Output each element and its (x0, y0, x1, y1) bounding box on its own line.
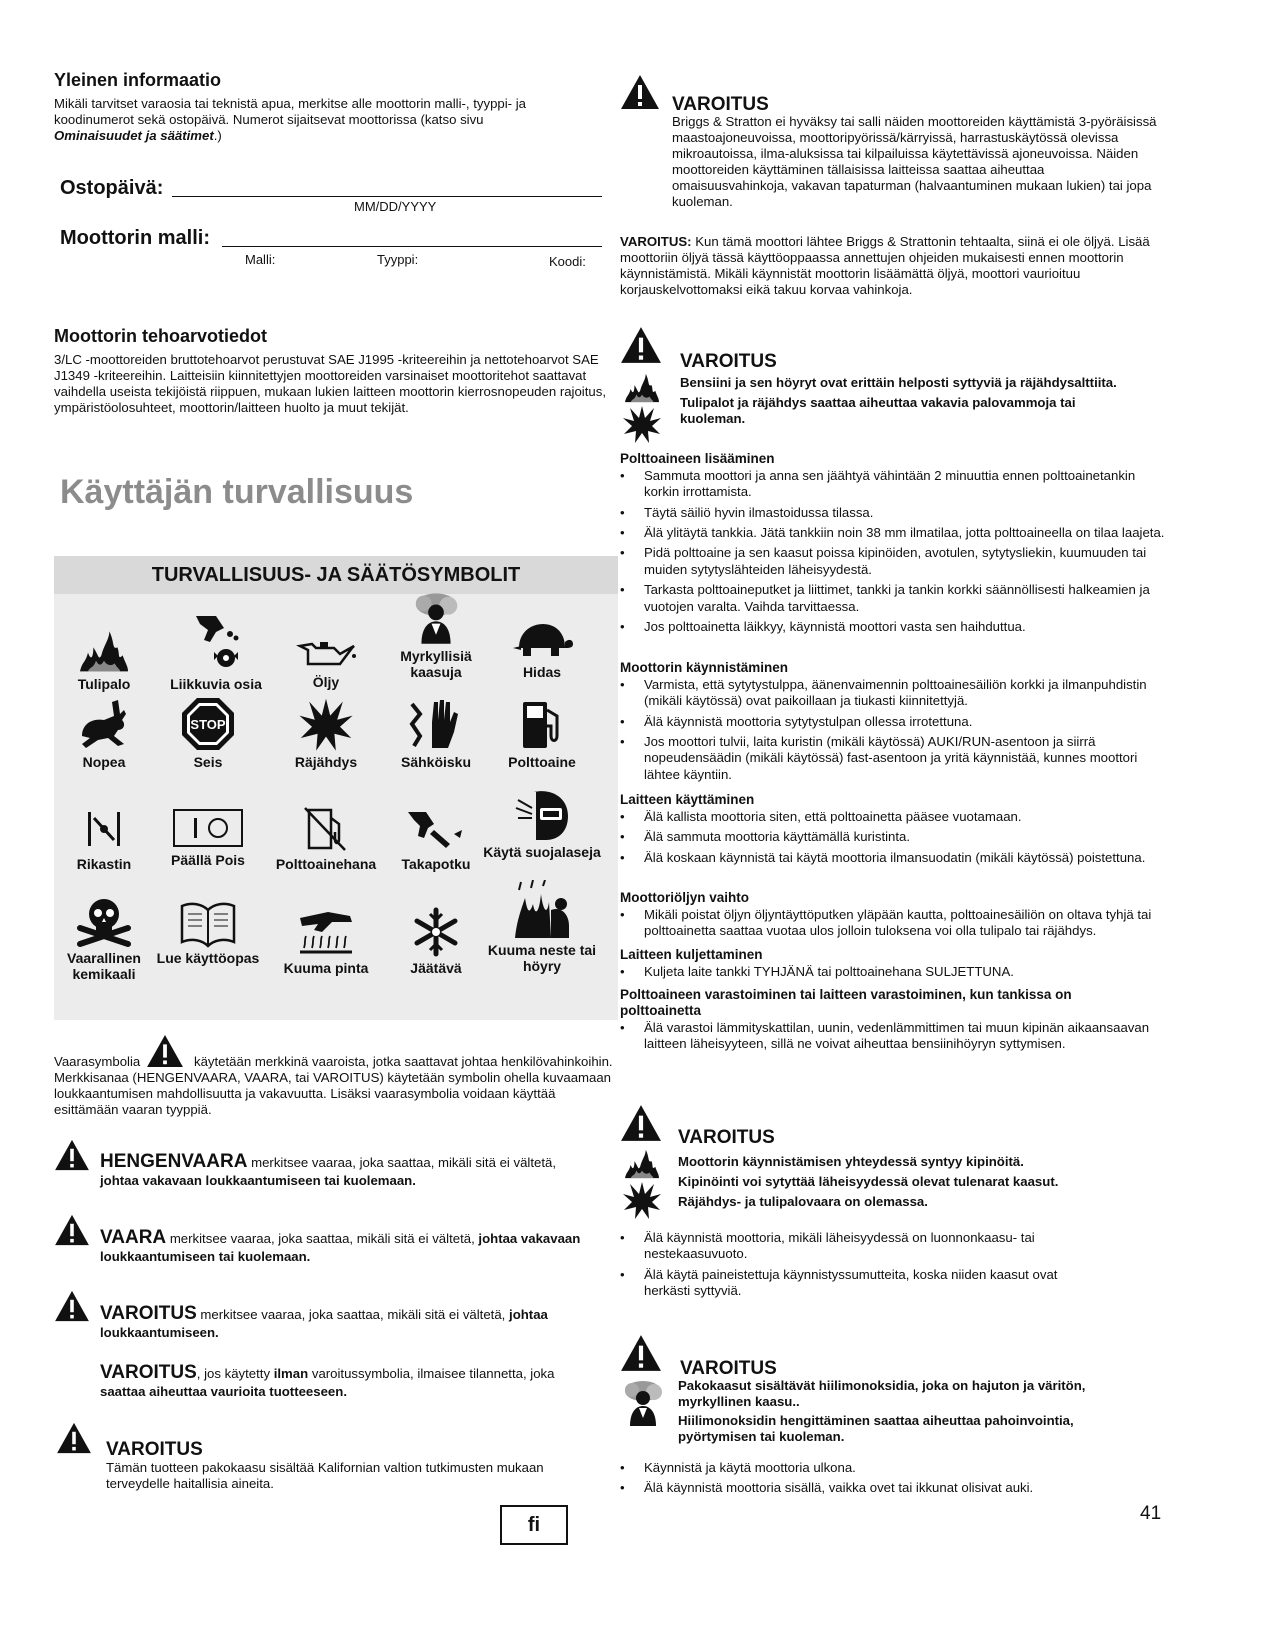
page-number: 41 (1140, 1503, 1162, 1524)
oil-can-icon (294, 628, 358, 672)
hazard-intro-text: käytetään merkkinä vaaroista, jotka saattavat johtaa henkilövahinkoihin. Merkkisanaa (HENGENVAARA, VAARA, tai VAROITUS) käytetään symbolin ohella kuvaamaan loukkaantumisen mahdollisuutta ja vakavuutta. Lisäksi vaarasymbolia voidaan käyttää esittämään vaaran tyyppiä. (54, 1054, 613, 1118)
read-manual-icon (178, 900, 238, 948)
symbol-hot-liquid: Kuuma neste tai höyry (482, 880, 602, 974)
electric-shock-icon (406, 696, 466, 752)
explosion-icon (622, 404, 662, 444)
warning-3-line-1: Moottorin käynnistämisen yhteydessä syntyy kipinöitä. (678, 1154, 1024, 1169)
warning-1-text: Briggs & Stratton ei hyväksy tai salli näiden moottoreiden käyttämistä 3-pyöräisissä maastoajoneuvoissa, moottoripyörissä/kärryissä, harrastuskäytössä olevissa mikroautoissa, ilma-aluksissa tai kilpailuissa käytettävissä ajoneuvoissa. Näiden moottoreiden käyttäminen tällaisissa laitteissa saattaa aiheuttaa omaisuusvahinkoja, vakavan tapaturman (halvaantuminen mukaan lukien) tai jopa kuoleman. (672, 114, 1157, 210)
warning-4-icon (620, 1334, 662, 1372)
storage-list (620, 1020, 1165, 1057)
signal-vaara: VAARA merkitsee vaaraa, joka saattaa, mikäli sitä ei vältetä, johtaa vakavaan loukkaantumiseen tai kuolemaan. (100, 1227, 581, 1265)
fire-icon (622, 1146, 662, 1180)
oil-warning: VAROITUS: Kun tämä moottori lähtee Briggs & Strattonin tehtaalta, siinä ei ole öljyä. Lisää moottoriin öljyä tässä käyttöoppaassa annettujen ohjeiden mukaisesti ennen moottorin käynnistämistä. Mikäli käynnistät moottorin lisäämättä öljyä, moottori vaurioituu korjauskelvottomaksi eikä takuu korvaa vahinkoja. (620, 234, 1150, 298)
california-warning-icon (56, 1422, 92, 1454)
oil-change-list (620, 907, 1165, 944)
symbols-panel (54, 556, 618, 1020)
california-warning-text: Tämän tuotteen pakokaasu sisältää Kalifornian valtion tutkimusten mukaan terveydelle haitallisia aineita. (106, 1460, 544, 1492)
warning-4-line-1: Pakokaasut sisältävät hiilimonoksidia, joka on hajuton ja väritön, myrkyllinen kaasu.. (678, 1378, 1086, 1410)
list-item: • Älä ylitäytä tankkia. Jätä tankkiin noin 38 mm ilmatilaa, jotta polttoaineella on tilaa laajeta. (620, 525, 1165, 541)
warning-3-title: VAROITUS (678, 1127, 775, 1148)
transport-heading: Laitteen kuljettaminen (620, 947, 763, 962)
list-item: • Älä kallista moottoria siten, että polttoainetta pääsee vuotamaan. (620, 809, 1165, 825)
list-item: • Älä käynnistä moottoria sytytystulpan ollessa irrotettuna. (620, 714, 1165, 730)
danger-triangle-icon (54, 1139, 90, 1171)
storage-heading: Polttoaineen varastoiminen tai laitteen varastoiminen, kun tankissa on polttoainetta (620, 987, 1072, 1019)
list-item: • Varmista, että sytytystulppa, äänenvaimennin polttoainesäiliön korkki ja ilmanpuhdistin (mikäli käytössä) ovat paikoillaan ja tiukasti kiinnitettyjä. (620, 677, 1165, 710)
signal-danger: HENGENVAARA merkitsee vaaraa, joka saattaa, mikäli sitä ei vältetä, johtaa vakavaan loukkaantumiseen tai kuolemaan. (100, 1151, 557, 1189)
list-item: • Täytä säiliö hyvin ilmastoidussa tilassa. (620, 505, 1165, 521)
list-item: • Tarkasta polttoaineputket ja liittimet, tankki ja tankin korkki säännöllisesti halkeamien ja vuotojen varalta. Vaihda tarvittaessa. (620, 582, 1165, 615)
warning-3-icon (620, 1104, 662, 1142)
california-warning-title: VAROITUS (106, 1439, 203, 1460)
list-item: • Älä käynnistä moottoria sisällä, vaikka ovet tai ikkunat olisivat auki. (620, 1480, 1165, 1496)
turtle-icon (509, 618, 575, 662)
warning-3-list (620, 1230, 1100, 1303)
model-sub-label: Malli: (245, 252, 276, 267)
warning-3-line-2: Kipinöinti voi sytyttää läheisyydessä olevat tulenarat kaasut. (678, 1174, 1059, 1189)
list-item: • Jos polttoainetta läikkyy, käynnistä moottori vasta sen haihduttua. (620, 619, 1165, 635)
symbol-stop: STOP Seis (148, 696, 268, 770)
page-title: Käyttäjän turvallisuus (60, 473, 414, 511)
warning-vaara-triangle-icon (54, 1214, 90, 1246)
list-item: • Kuljeta laite tankki TYHJÄNÄ tai polttoainehana SULJETTUNA. (620, 964, 1165, 980)
transport-list (620, 964, 1165, 984)
starting-heading: Moottorin käynnistäminen (620, 660, 789, 675)
type-sub-label: Tyyppi: (377, 252, 419, 267)
list-item: • Pidä polttoaine ja sen kaasut poissa kipinöiden, avotulen, sytytysliekin, kuumuuden tai muiden sytytyslähteiden läheisyydestä. (620, 545, 1165, 578)
language-tag: fi (500, 1505, 568, 1545)
hot-liquid-icon (511, 880, 573, 940)
fire-icon (72, 626, 136, 674)
symbol-oil: Öljy (266, 628, 386, 690)
hazard-intro-pre: Vaarasymbolia (54, 1054, 141, 1069)
warning-2-icon (620, 326, 662, 364)
list-item: • Älä käytä paineistettuja käynnistyssumutteita, koska niiden kaasut ovat herkästi syttyviä. (620, 1267, 1100, 1300)
stop-sign-icon (180, 696, 236, 752)
warning-4-title: VAROITUS (680, 1358, 777, 1379)
symbol-hot-surface: Kuuma pinta (266, 908, 386, 976)
list-item: • Mikäli poistat öljyn öljyntäyttöputken yläpään kautta, polttoainesäiliön on oltava tyhjä tai polttoainetta saattaa vuotaa ulos jolloin tuloksena voi olla tulipalo tai räjähdys. (620, 907, 1165, 940)
power-rating-text: 3/LC -moottoreiden bruttotehoarvot perustuvat SAE J1995 -kriteereihin ja nettotehoarvot SAE J1349 -kriteereihin. Laitteisiin kiinnitettyjen moottoreiden varsinaiset moottoritehot saattavat vaihdella useista tekijöistä riippuen, mukaan lukien laitteen moottorin kierrosnopeuden rajoitus, ympäristöolosuhteet, moottorin/laitteen huolto ja muut tekijät. (54, 352, 606, 416)
symbol-hazardous-chemical: Vaarallinen kemikaali (44, 894, 164, 982)
purchase-date-line[interactable] (172, 196, 602, 197)
symbol-fuel-shutoff: Polttoainehana (266, 804, 386, 872)
operating-list (620, 809, 1165, 870)
engine-model-label: Moottorin malli: (60, 227, 210, 249)
moving-parts-icon (186, 612, 246, 674)
symbol-on-off: Päällä Pois (148, 806, 268, 868)
signal-varoitus: VAROITUS merkitsee vaaraa, joka saattaa, mikäli sitä ei vältetä, johtaa loukkaantumiseen. (100, 1303, 548, 1341)
symbol-fast: Nopea (44, 696, 164, 770)
choke-icon (82, 804, 126, 854)
list-item: • Älä varastoi lämmityskattilan, uunin, vedenlämmittimen tai muun kipinän aikaansaavan laitteen läheisyyteen, sillä ne voivat aiheuttaa bensiinihöyryn syttymisen. (620, 1020, 1165, 1053)
oil-change-heading: Moottoriöljyn vaihto (620, 890, 749, 905)
skull-crossbones-icon (74, 894, 134, 948)
warning-2-line-1: Bensiini ja sen höyryt ovat erittäin helposti syttyviä ja räjähdysalttiita. (680, 375, 1117, 390)
starting-list (620, 677, 1165, 787)
symbol-fire: Tulipalo (44, 626, 164, 692)
explosion-icon (298, 696, 354, 752)
fueling-heading: Polttoaineen lisääminen (620, 451, 775, 466)
kickback-icon (404, 804, 468, 854)
warning-4-line-2: Hiilimonoksidin hengittäminen saattaa aiheuttaa pahoinvointia, pyörtymisen tai kuoleman. (678, 1413, 1074, 1445)
on-off-icon (172, 806, 244, 850)
fire-icon (622, 370, 662, 404)
list-item: • Älä sammuta moottoria käyttämällä kuristinta. (620, 829, 1165, 845)
symbol-freezing: Jäätävä (376, 906, 496, 976)
explosion-icon (622, 1180, 662, 1220)
warning-1-icon (620, 74, 660, 110)
symbol-electric-shock: Sähköisku (376, 696, 496, 770)
rabbit-icon (74, 696, 134, 752)
general-info-heading: Yleinen informaatio (54, 70, 222, 90)
hot-surface-icon (294, 908, 358, 958)
symbol-fuel: Polttoaine (482, 696, 602, 770)
symbol-read-manual: Lue käyttöopas (148, 900, 268, 966)
list-item: • Älä koskaan käynnistä tai käytä moottoria ilmansuodatin (mikäli käytössä) poistettuna. (620, 850, 1165, 866)
toxic-fumes-icon (618, 1378, 668, 1428)
power-rating-heading: Moottorin tehoarvotiedot (54, 326, 267, 346)
warning-2-line-2: Tulipalot ja räjähdys saattaa aiheuttaa vakavia palovammoja tai kuoleman. (680, 395, 1076, 427)
warning-2-title: VAROITUS (680, 351, 777, 372)
fuel-pump-icon (517, 696, 567, 752)
svg-text:STOP: STOP (190, 717, 226, 732)
toxic-fumes-icon (408, 590, 464, 646)
symbol-explosion: Räjähdys (266, 696, 386, 770)
snowflake-icon (411, 906, 461, 958)
symbol-moving-parts: Liikkuvia osia (156, 612, 276, 692)
caution-triangle-icon (54, 1290, 90, 1322)
general-info-text: Mikäli tarvitset varaosia tai teknistä apua, merkitse alle moottorin malli-, tyyppi- ja koodinumerot sekä ostopäivä. Numerot sijaitsevat moottorissa (katso sivu Ominaisuudet ja säätimet.) (54, 96, 526, 144)
code-sub-label: Koodi: (549, 254, 586, 269)
symbol-choke: Rikastin (44, 804, 164, 872)
warning-4-list (620, 1460, 1165, 1501)
symbol-eye-protection: Käytä suojalaseja (482, 788, 602, 860)
symbol-toxic-fumes: Myrkyllisiä kaasuja (376, 590, 496, 680)
general-info-ref: Ominaisuudet ja säätimet (54, 128, 214, 144)
date-format-hint: MM/DD/YYYY (354, 199, 437, 214)
fueling-list (620, 468, 1165, 639)
list-item: • Jos moottori tulvii, laita kuristin (mikäli käytössä) AUKI/RUN-asentoon ja siirrä nopeudensäädin (mikäli käytössä) fast-asentoon ja yritä käynnistää, kunnes moottori lähtee käyntiin. (620, 734, 1165, 783)
list-item: • Sammuta moottori ja anna sen jäähtyä vähintään 2 minuuttia ennen polttoainetankin korkin irrottamista. (620, 468, 1165, 501)
eye-protection-icon (512, 788, 572, 842)
operating-heading: Laitteen käyttäminen (620, 792, 755, 807)
warning-1-title: VAROITUS (672, 94, 769, 115)
fuel-shutoff-icon (301, 804, 351, 854)
symbol-kickback: Takapotku (376, 804, 496, 872)
engine-model-line[interactable] (222, 246, 602, 247)
symbols-header: TURVALLISUUS- JA SÄÄTÖSYMBOLIT (54, 556, 618, 594)
list-item: • Käynnistä ja käytä moottoria ulkona. (620, 1460, 1165, 1476)
warning-3-line-3: Räjähdys- ja tulipalovaara on olemassa. (678, 1194, 928, 1209)
signal-varoitus-no-symbol: VAROITUS, jos käytetty ilman varoitussymbolia, ilmaisee tilannetta, joka saattaa aiheuttaa vaurioita tuotteeseen. (100, 1362, 555, 1400)
list-item: • Älä käynnistä moottoria, mikäli läheisyydessä on luonnonkaasu- tai nestekaasuvuoto. (620, 1230, 1100, 1263)
symbol-slow: Hidas (482, 618, 602, 680)
purchase-date-label: Ostopäivä: (60, 177, 164, 199)
